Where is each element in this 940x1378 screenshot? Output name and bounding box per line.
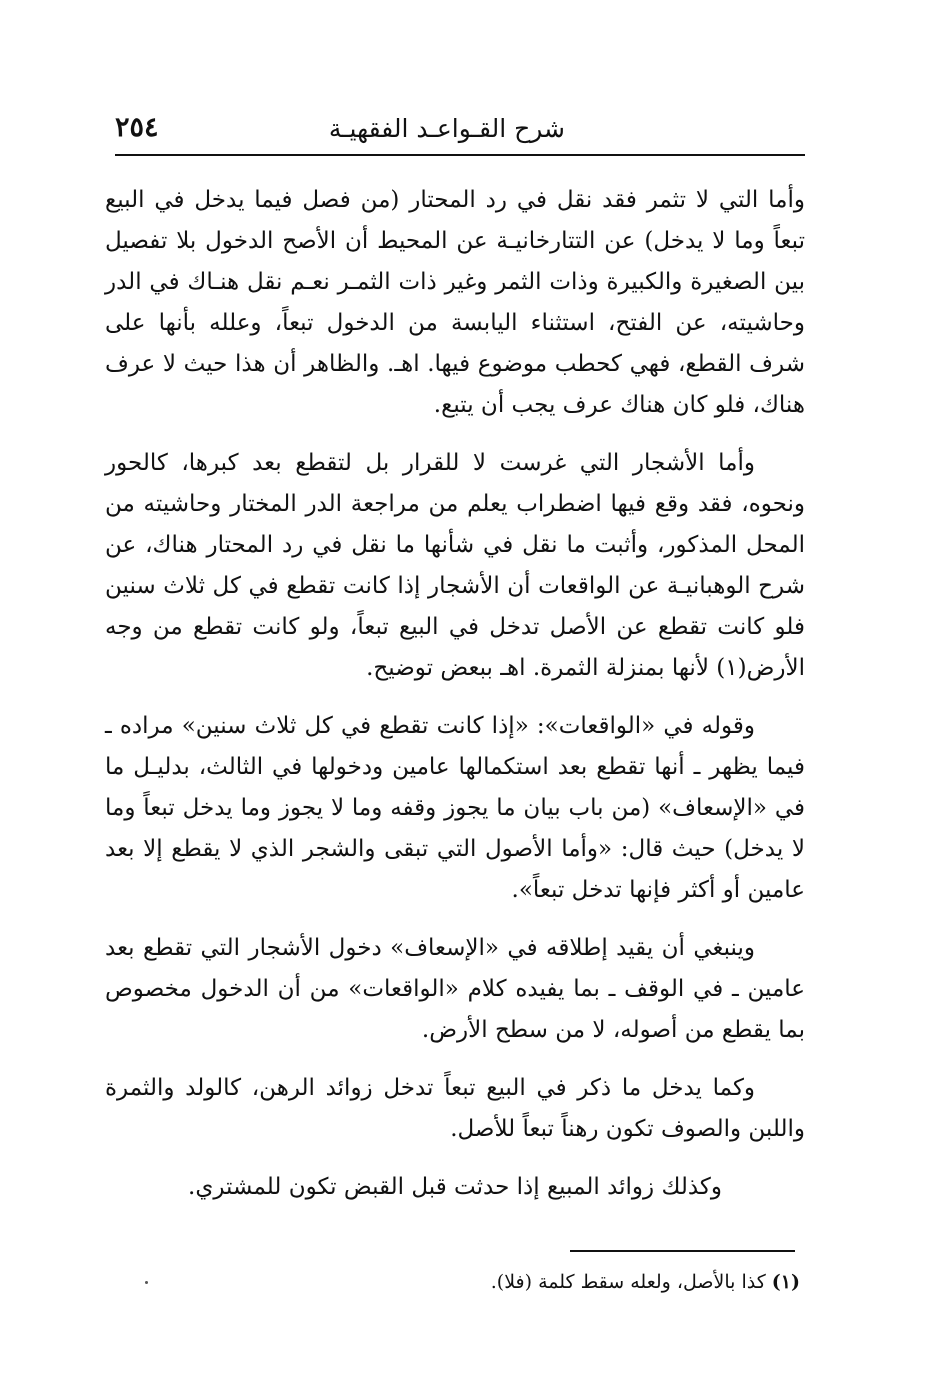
paragraph-6: وكذلك زوائد المبيع إذا حدثت قبل القبض تكون للمشتري. bbox=[188, 1174, 722, 1200]
footnote-text: كذا بالأصل، ولعله سقط كلمة (فلا). bbox=[490, 1271, 766, 1293]
scan-speck bbox=[145, 1281, 148, 1284]
paragraph-3: وقوله في «الواقعات»: «إذا كانت تقطع في كل ثلاث سنين» مراده ـ فيما يظهر ـ أنها تقطع بعد استكمالها عامين ودخولها في الثالث، بدليـل ما في «الإسعاف» (من باب بيان ما يجوز وقفه وما لا يجوز وما يدخل تبعاً وما لا يدخل) حيث قال: «وأما الأصول التي تبقى والشجر الذي لا يقطع إلا بعد عامين أو أكثر فإنها تدخل تبعاً». bbox=[105, 713, 805, 903]
paragraph-5: وكما يدخل ما ذكر في البيع تبعاً تدخل زوائد الرهن، كالولد والثمرة واللبن والصوف تكون رهناً تبعاً للأصل. bbox=[105, 1075, 805, 1142]
footnote-marker: (١) bbox=[771, 1271, 800, 1293]
main-text bbox=[105, 180, 805, 1225]
header-rule bbox=[115, 154, 805, 156]
paragraph-1: وأما التي لا تثمر فقد نقل في رد المحتار (من فصل فيما يدخل في البيع تبعاً وما لا يدخل) عن التتارخانيـة عن المحيط أن الأصح الدخول بلا تفصيل بين الصغيرة والكبيرة وذات الثمر وغير ذات الثمـر نعـم نقل هنـاك في الدر وحاشيته، عن الفتح، استثناء اليابسة من الدخول تبعاً، وعلله بأنها على شرف القطع، فهي كحطب موضوع فيها. اهـ. والظاهر أن هذا حيث لا عرف هناك، فلو كان هناك عرف يجب أن يتبع. bbox=[105, 187, 805, 418]
running-title: شرح القـواعـد الفقهيـة bbox=[328, 114, 565, 143]
footnote-rule bbox=[570, 1250, 795, 1252]
running-header bbox=[115, 110, 805, 152]
footnote bbox=[300, 1268, 800, 1296]
paragraph-2: وأما الأشجار التي غرست لا للقرار بل لتقطع بعد كبرها، كالحور ونحوه، فقد وقع فيها اضطراب يعلم من مراجعة الدر المختار وحاشيته من المحل المذكور، وأثبت ما نقل في شأنها ما نقل في رد المحتار هناك، عن شرح الوهبانيـة عن الواقعات أن الأشجار إذا كانت تقطع في كل ثلاث سنين فلو كانت تقطع عن الأصل تدخل في البيع تبعاً، ولو كانت تقطع من وجه الأرض(١) لأنها بمنزلة الثمرة. اهـ ببعض توضيح. bbox=[105, 450, 805, 681]
page-number: ٢٥٤ bbox=[115, 112, 159, 143]
paragraph-4: وينبغي أن يقيد إطلاقه في «الإسعاف» دخول الأشجار التي تقطع بعد عامين ـ في الوقف ـ بما يفيده كلام «الواقعات» من أن الدخول مخصوص بما يقطع من أصوله، لا من سطح الأرض. bbox=[105, 935, 805, 1043]
